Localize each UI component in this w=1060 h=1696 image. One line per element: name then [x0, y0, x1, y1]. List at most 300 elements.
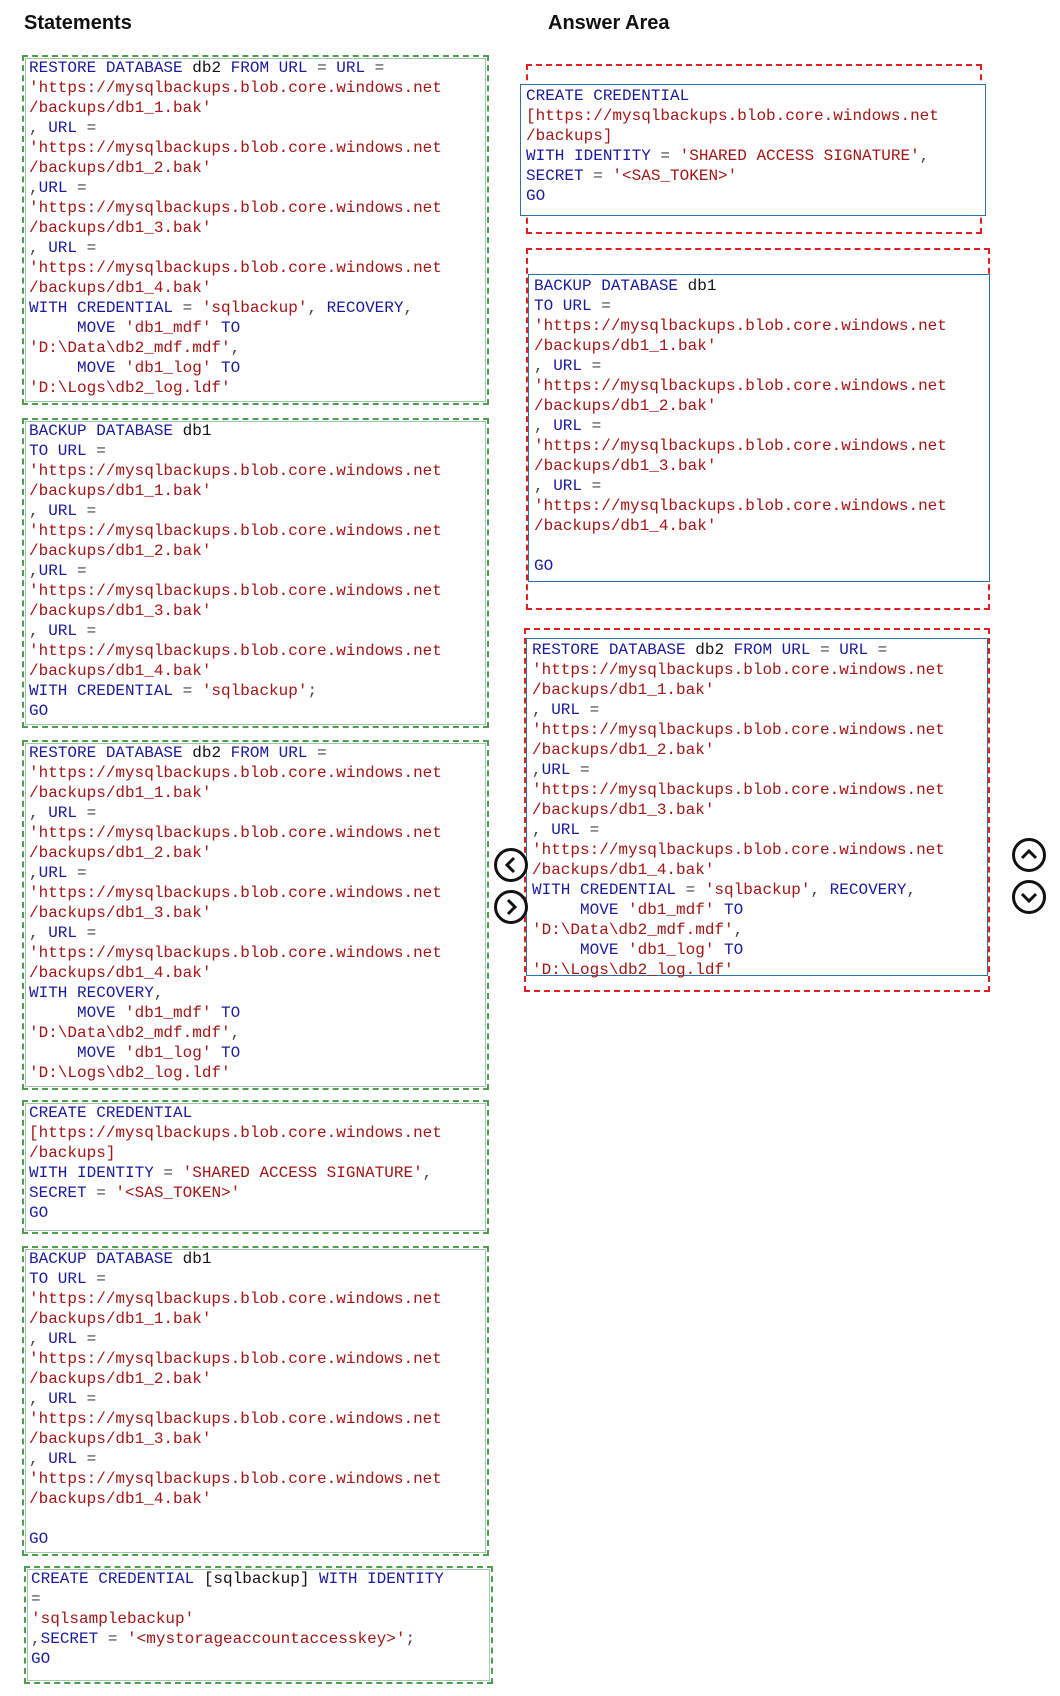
code-token: TO URL [29, 442, 97, 460]
code-line [29, 1309, 487, 1329]
code-line [29, 1469, 487, 1489]
code-line [29, 1349, 487, 1369]
code-token: BACKUP DATABASE [29, 422, 183, 440]
code-line [534, 536, 989, 556]
code-token: , [906, 881, 917, 899]
move-left-button[interactable] [494, 848, 528, 882]
statement-code [26, 1568, 491, 1669]
code-token: 'https://mysqlbackups.blob.core.windows.net [29, 1290, 442, 1308]
code-token: TO [724, 941, 744, 959]
code-line [534, 396, 989, 416]
code-token: , [532, 701, 552, 719]
code-token: 'db1_mdf' [125, 319, 222, 337]
code-token: RESTORE DATABASE [29, 59, 193, 77]
code-line [29, 421, 487, 441]
code-token: 'https://mysqlbackups.blob.core.windows.net [534, 437, 947, 455]
code-token: = [86, 804, 97, 822]
code-token: 'https://mysqlbackups.blob.core.windows.net [29, 582, 442, 600]
code-token: , [403, 299, 414, 317]
code-token: = [317, 744, 327, 762]
code-line [29, 1249, 487, 1269]
code-token: 'https://mysqlbackups.blob.core.windows.net [29, 199, 442, 217]
code-token: FROM URL [733, 641, 821, 659]
code-token: /backups/db1_3.bak' [29, 1430, 212, 1448]
code-line [534, 496, 989, 516]
code-token: /backups/db1_2.bak' [532, 741, 715, 759]
code-line [29, 138, 487, 158]
code-token: = [601, 297, 611, 315]
code-line [29, 178, 487, 198]
code-token: GO [29, 1530, 49, 1548]
code-line [29, 278, 487, 298]
code-line [532, 780, 987, 800]
code-token: 'D:\Data\db2_mdf.mdf' [29, 339, 231, 357]
code-token: , [29, 1330, 49, 1348]
code-token: db1 [687, 277, 717, 295]
code-token: WITH IDENTITY [319, 1570, 444, 1588]
answer-code [529, 275, 989, 576]
code-token: GO [31, 1650, 51, 1668]
code-line [29, 903, 487, 923]
code-token: db2 [695, 641, 734, 659]
code-token: = [591, 417, 602, 435]
answer-item-backup-db1[interactable] [528, 274, 990, 582]
code-line [31, 1629, 491, 1649]
code-token: GO [534, 557, 554, 575]
code-line [29, 118, 487, 138]
code-token: 'https://mysqlbackups.blob.core.windows.net [29, 139, 442, 157]
code-token: /backups/db1_2.bak' [534, 397, 717, 415]
code-line [29, 1163, 487, 1183]
code-token: /backups/db1_4.bak' [29, 662, 212, 680]
code-token: ; [405, 1630, 416, 1648]
code-token: = [182, 299, 202, 317]
code-token: 'https://mysqlbackups.blob.core.windows.net [29, 884, 442, 902]
code-token: 'https://mysqlbackups.blob.core.windows.net [532, 781, 945, 799]
code-token: 'sqlbackup' [201, 299, 308, 317]
code-token: MOVE [29, 319, 126, 337]
code-line [532, 800, 987, 820]
statement-restore-db2-credential[interactable] [22, 55, 489, 405]
code-token: WITH CREDENTIAL [532, 881, 686, 899]
code-line [534, 376, 989, 396]
code-token: = [77, 562, 87, 580]
code-line [534, 296, 989, 316]
code-line [29, 1043, 487, 1063]
code-line [29, 238, 487, 258]
code-line [29, 461, 487, 481]
code-token: 'https://mysqlbackups.blob.core.windows.net [29, 522, 442, 540]
code-token: TO URL [534, 297, 602, 315]
code-token: 'sqlsamplebackup' [31, 1610, 195, 1628]
code-line [534, 416, 989, 436]
move-up-button[interactable] [1012, 838, 1046, 872]
code-token: = [96, 1270, 106, 1288]
code-line [29, 218, 487, 238]
code-line [534, 316, 989, 336]
code-token: /backups/db1_3.bak' [532, 801, 715, 819]
code-line [29, 198, 487, 218]
code-token: = [96, 1184, 116, 1202]
code-token: [https://mysqlbackups.blob.core.windows.net [29, 1124, 442, 1142]
code-token: = [31, 1590, 41, 1608]
move-right-button[interactable] [494, 890, 528, 924]
code-line [29, 581, 487, 601]
code-line [29, 661, 487, 681]
code-token: , [230, 1024, 241, 1042]
code-token: TO URL [29, 1270, 97, 1288]
code-line [534, 556, 989, 576]
code-line [29, 621, 487, 641]
code-token: , [29, 864, 39, 882]
code-token: = [77, 179, 87, 197]
code-line [29, 318, 487, 338]
code-token: db2 [192, 59, 231, 77]
answer-code [527, 639, 987, 980]
code-token: 'https://mysqlbackups.blob.core.windows.net [29, 764, 442, 782]
code-line [29, 1289, 487, 1309]
code-token: ; [307, 682, 318, 700]
code-token: TO [221, 319, 241, 337]
code-token: /backups/db1_3.bak' [534, 457, 717, 475]
code-token: URL [553, 477, 592, 495]
answer-item-create-credential-sas[interactable] [520, 84, 986, 216]
code-token: 'https://mysqlbackups.blob.core.windows.net [534, 317, 947, 335]
statement-code [24, 1248, 487, 1549]
code-token: 'https://mysqlbackups.blob.core.windows.net [29, 79, 442, 97]
code-token: URL [48, 1330, 87, 1348]
code-token: /backups/db1_2.bak' [29, 159, 212, 177]
code-token: = [77, 864, 87, 882]
code-line [29, 1023, 487, 1043]
code-line [534, 476, 989, 496]
code-token: 'https://mysqlbackups.blob.core.windows.net [534, 377, 947, 395]
code-line [29, 501, 487, 521]
statement-create-credential-sas[interactable] [22, 1100, 489, 1234]
code-line [29, 358, 487, 378]
code-token: 'db1_log' [125, 359, 222, 377]
code-token: 'https://mysqlbackups.blob.core.windows.net [29, 1470, 442, 1488]
code-line [29, 58, 487, 78]
code-line [29, 98, 487, 118]
code-token: = [86, 924, 97, 942]
code-token: 'https://mysqlbackups.blob.core.windows.net [29, 462, 442, 480]
code-token: URL [553, 417, 592, 435]
code-line [29, 743, 487, 763]
code-token: WITH CREDENTIAL [29, 299, 183, 317]
code-token: 'sqlbackup' [201, 682, 308, 700]
code-line [29, 78, 487, 98]
code-token: 'D:\Logs\db2_log.ldf' [29, 379, 231, 397]
code-token: = [591, 477, 602, 495]
code-token: = [593, 167, 613, 185]
statement-code [24, 742, 487, 1083]
code-token: 'SHARED ACCESS SIGNATURE' [182, 1164, 423, 1182]
code-token: /backups/db1_4.bak' [29, 1490, 212, 1508]
code-line [29, 338, 487, 358]
code-line [526, 186, 985, 206]
code-line [29, 1123, 487, 1143]
statement-code [24, 420, 487, 721]
code-line [532, 680, 987, 700]
code-token: [sqlbackup] [203, 1570, 320, 1588]
chevron-right-icon [501, 897, 521, 917]
code-line [29, 1409, 487, 1429]
code-token: SECRET [40, 1630, 108, 1648]
code-line [31, 1609, 491, 1629]
code-token: = [820, 641, 840, 659]
code-token: URL [38, 562, 78, 580]
code-token: /backups/db1_2.bak' [29, 844, 212, 862]
code-token: CREATE CREDENTIAL [31, 1570, 204, 1588]
code-token: , [29, 1390, 49, 1408]
code-token: FROM URL [230, 59, 318, 77]
code-line [29, 481, 487, 501]
code-token: = [591, 357, 602, 375]
code-line [29, 1203, 487, 1223]
code-token: , [532, 761, 542, 779]
code-line [29, 863, 487, 883]
code-line [29, 701, 487, 721]
code-line [532, 820, 987, 840]
code-token: , [230, 339, 241, 357]
code-token: , [29, 502, 49, 520]
code-token: , [733, 921, 744, 939]
code-token: 'https://mysqlbackups.blob.core.windows.net [29, 642, 442, 660]
code-token: /backups/db1_1.bak' [29, 99, 212, 117]
code-token: SECRET [526, 167, 594, 185]
code-line [29, 1269, 487, 1289]
code-token: , [532, 821, 552, 839]
code-token: 'D:\Logs\db2_log.ldf' [29, 1064, 231, 1082]
code-token: 'D:\Data\db2_mdf.mdf' [29, 1024, 231, 1042]
code-line [29, 843, 487, 863]
code-token: RESTORE DATABASE [29, 744, 193, 762]
code-token: db1 [182, 422, 212, 440]
code-line [526, 86, 985, 106]
code-token: URL [48, 1450, 87, 1468]
code-token: , [919, 147, 930, 165]
code-line [31, 1569, 491, 1589]
code-line [29, 681, 487, 701]
code-token: URL [48, 924, 87, 942]
code-token: URL [336, 59, 375, 77]
code-token: /backups/db1_4.bak' [29, 964, 212, 982]
code-token: = [86, 119, 97, 137]
code-token: /backups] [526, 127, 613, 145]
code-token: GO [29, 702, 49, 720]
code-token: = [877, 641, 888, 659]
statements-heading: Statements [24, 12, 132, 34]
code-line [29, 963, 487, 983]
code-line [29, 158, 487, 178]
code-token: = [107, 1630, 128, 1648]
code-token: WITH IDENTITY [29, 1164, 164, 1182]
code-token: 'D:\Data\db2_mdf.mdf' [532, 921, 734, 939]
code-token: /backups] [29, 1144, 116, 1162]
code-token: = [685, 881, 705, 899]
code-token: , [534, 477, 554, 495]
code-line [29, 783, 487, 803]
statement-code [24, 1102, 487, 1223]
code-token: /backups/db1_1.bak' [532, 681, 715, 699]
code-token: /backups/db1_1.bak' [29, 482, 212, 500]
answer-area-heading: Answer Area [548, 12, 670, 34]
code-line [31, 1589, 491, 1609]
code-token: '<mystorageaccountaccesskey>' [127, 1630, 406, 1648]
statement-backup-db1-credential[interactable] [22, 418, 489, 728]
code-line [29, 1183, 487, 1203]
code-token: 'db1_mdf' [628, 901, 725, 919]
code-token: = [86, 502, 97, 520]
code-token: URL [38, 864, 78, 882]
code-token: /backups/db1_4.bak' [532, 861, 715, 879]
code-token: 'https://mysqlbackups.blob.core.windows.net [29, 824, 442, 842]
code-token: URL [38, 179, 78, 197]
code-token: , [31, 1630, 41, 1648]
code-token: = [86, 239, 97, 257]
code-token: SECRET [29, 1184, 97, 1202]
code-line [29, 441, 487, 461]
code-token: /backups/db1_1.bak' [534, 337, 717, 355]
code-line [29, 823, 487, 843]
code-line [532, 960, 987, 980]
code-line [526, 106, 985, 126]
code-token: /backups/db1_1.bak' [29, 1310, 212, 1328]
code-token: 'D:\Logs\db2_log.ldf' [532, 961, 734, 979]
code-token: = [580, 761, 590, 779]
code-token: MOVE [532, 901, 629, 919]
code-token: , [29, 239, 49, 257]
code-token: /backups/db1_3.bak' [29, 904, 212, 922]
code-line [29, 641, 487, 661]
code-line [29, 1529, 487, 1549]
code-token: URL [553, 357, 592, 375]
code-token: , [29, 622, 49, 640]
code-line [532, 940, 987, 960]
code-line [29, 1509, 487, 1529]
chevron-up-icon [1019, 845, 1039, 865]
code-token: WITH CREDENTIAL [29, 682, 183, 700]
statement-create-credential-sqlbackup[interactable] [24, 1566, 493, 1684]
code-line [526, 126, 985, 146]
code-line [29, 883, 487, 903]
code-token: /backups/db1_4.bak' [29, 279, 212, 297]
code-token: , [29, 1450, 49, 1468]
code-line [526, 146, 985, 166]
code-token: /backups/db1_2.bak' [29, 542, 212, 560]
answer-code [521, 85, 985, 206]
code-line [29, 1063, 487, 1083]
code-line [29, 1103, 487, 1123]
code-token: '<SAS_TOKEN>' [115, 1184, 241, 1202]
code-line [29, 763, 487, 783]
code-line [534, 276, 989, 296]
code-token: = [86, 1330, 97, 1348]
code-token: , [29, 179, 39, 197]
code-token: /backups/db1_3.bak' [29, 219, 212, 237]
code-line [29, 521, 487, 541]
code-token: TO [221, 1044, 241, 1062]
code-line [534, 456, 989, 476]
code-token: TO [221, 359, 241, 377]
code-line [29, 1369, 487, 1389]
code-line [532, 920, 987, 940]
code-token: MOVE [29, 359, 126, 377]
code-line [29, 1489, 487, 1509]
code-line [532, 720, 987, 740]
code-token: MOVE [29, 1044, 126, 1062]
answer-item-restore-db2-credential[interactable] [526, 638, 988, 979]
statement-code [24, 57, 487, 398]
code-line [532, 900, 987, 920]
code-line [29, 378, 487, 398]
move-down-button[interactable] [1012, 880, 1046, 914]
code-token: = [163, 1164, 183, 1182]
code-token: 'https://mysqlbackups.blob.core.windows.net [29, 1350, 442, 1368]
code-line [532, 860, 987, 880]
code-line [532, 740, 987, 760]
chevron-down-icon [1019, 887, 1039, 907]
code-token: WITH RECOVERY [29, 984, 154, 1002]
code-line [29, 1429, 487, 1449]
code-line [29, 923, 487, 943]
code-line [29, 298, 487, 318]
code-token: CREATE CREDENTIAL [29, 1104, 193, 1122]
statement-backup-db1[interactable] [22, 1246, 489, 1556]
code-token: /backups/db1_2.bak' [29, 1370, 212, 1388]
code-token: BACKUP DATABASE [534, 277, 688, 295]
code-token: = [374, 59, 385, 77]
code-line [532, 840, 987, 860]
code-token: RECOVERY [829, 881, 907, 899]
code-token: /backups/db1_3.bak' [29, 602, 212, 620]
code-token: 'db1_log' [125, 1044, 222, 1062]
code-line [532, 760, 987, 780]
code-token: RESTORE DATABASE [532, 641, 696, 659]
code-token: 'db1_mdf' [125, 1004, 222, 1022]
code-token: , [307, 299, 327, 317]
code-line [29, 1143, 487, 1163]
code-token: , [153, 984, 164, 1002]
code-token: 'https://mysqlbackups.blob.core.windows.net [532, 661, 945, 679]
code-token: = [660, 147, 680, 165]
code-token: '<SAS_TOKEN>' [612, 167, 738, 185]
code-token: 'db1_log' [628, 941, 725, 959]
statement-restore-db2-recovery[interactable] [22, 740, 489, 1090]
code-line [532, 700, 987, 720]
code-token: URL [48, 119, 87, 137]
code-token: 'SHARED ACCESS SIGNATURE' [679, 147, 920, 165]
code-token: TO [221, 1004, 241, 1022]
code-token: URL [48, 1390, 87, 1408]
code-token: 'https://mysqlbackups.blob.core.windows.net [532, 841, 945, 859]
code-line [29, 803, 487, 823]
code-token: FROM URL [230, 744, 318, 762]
code-token: 'https://mysqlbackups.blob.core.windows.net [29, 944, 442, 962]
code-token: db2 [192, 744, 231, 762]
code-line [534, 356, 989, 376]
code-line [29, 1389, 487, 1409]
code-token: URL [48, 502, 87, 520]
code-token: URL [48, 804, 87, 822]
code-token: BACKUP DATABASE [29, 1250, 183, 1268]
code-token: /backups/db1_4.bak' [534, 517, 717, 535]
code-token: , [422, 1164, 433, 1182]
code-token: URL [48, 622, 87, 640]
code-line [29, 983, 487, 1003]
code-line [29, 541, 487, 561]
